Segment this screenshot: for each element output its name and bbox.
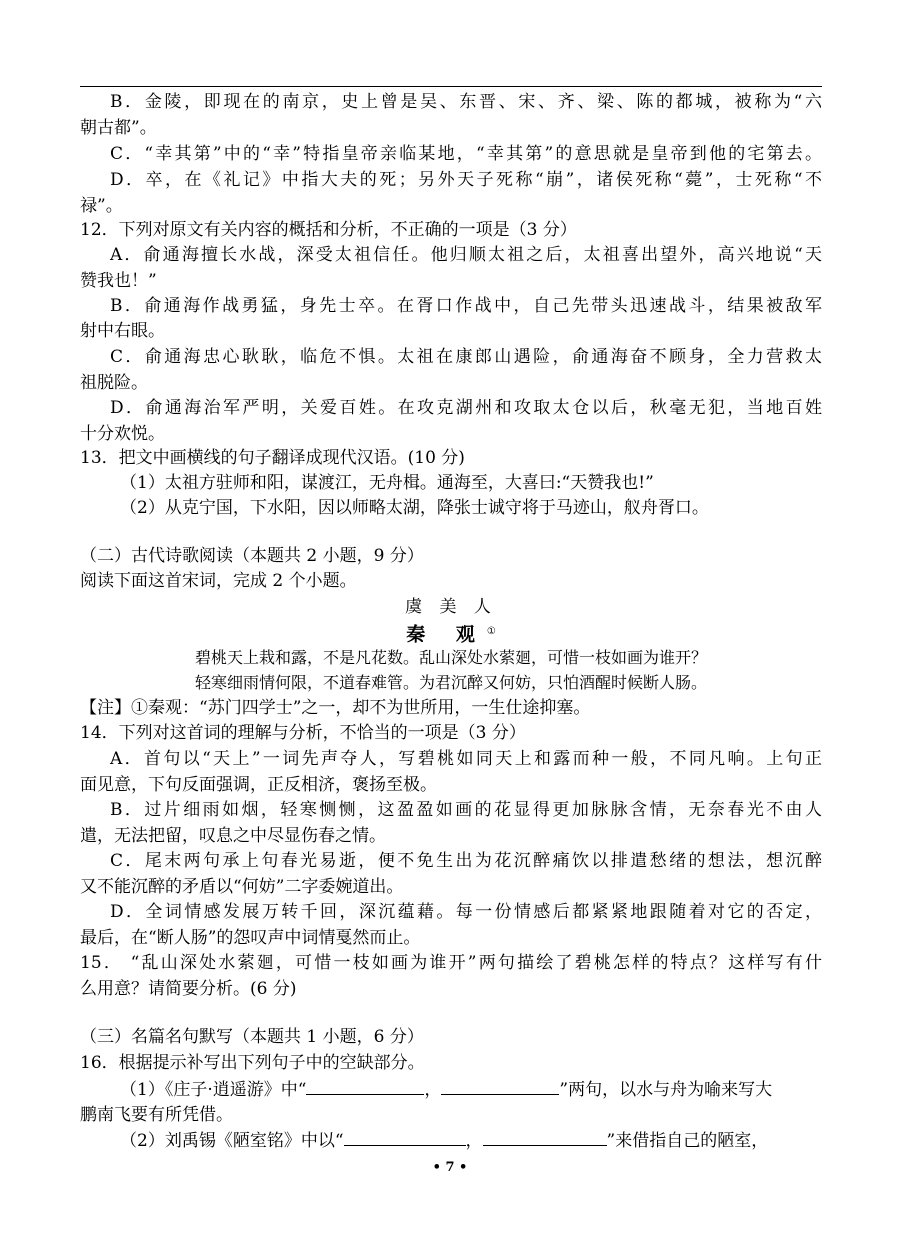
section3-heading: （三）名篇名句默写（本题共 1 小题，6 分） — [80, 1027, 424, 1047]
q11-option-d-line2: 禄”。 — [80, 196, 123, 216]
q16-item-2-prefix: （2）刘禹锡《陋室铭》中以“ — [120, 1131, 344, 1151]
q11-option-b-line2: 朝古都”。 — [80, 118, 157, 138]
q16-stem: 16．根据提示补写出下列句子中的空缺部分。 — [80, 1053, 425, 1073]
q12-option-b-line2: 射中右眼。 — [80, 321, 165, 341]
poem-title: 虞 美 人 — [405, 597, 497, 617]
q14-option-a-line1: A．首句以“天上”一词先声夺人，写碧桃如同天上和露而种一般，不同凡响。上句正 — [110, 749, 822, 769]
q16-item-1-prefix: （1）《庄子·逍遥游》中“ — [120, 1080, 307, 1100]
q14-option-d-line2: 最后，在“断人肠”的怨叹声中词情戛然而止。 — [80, 928, 421, 948]
q14-option-c-line1: C．尾末两句承上句春光易逝，便不免生出为花沉醉痛饮以排遣愁绪的想法，想沉醉 — [110, 851, 822, 871]
q12-option-d-line2: 十分欢悦。 — [80, 424, 165, 444]
poem-author-note-mark: ① — [486, 626, 496, 637]
q16-item-1-separator: ， — [424, 1080, 442, 1100]
q16-item-1-blank-1[interactable] — [306, 1076, 424, 1095]
q11-option-d-line1: D．卒，在《礼记》中指大夫的死；另外天子死称“崩”，诸侯死称“薨”，士死称“不 — [110, 170, 822, 190]
q12-option-d-line1: D．俞通海治军严明，关爱百姓。在攻克湖州和攻取太仓以后，秋毫无犯，当地百姓 — [110, 398, 822, 418]
q16-item-1-suffix: ”两句，以水与舟为喻来写大 — [559, 1080, 773, 1100]
q14-option-c-line2: 又不能沉醉的矛盾以“何妨”二字委婉道出。 — [80, 877, 404, 897]
q16-item-2-blank-2[interactable] — [483, 1127, 607, 1146]
q16-item-2 — [120, 1127, 822, 1154]
q15-line2: 么用意？请简要分析。(6 分) — [80, 979, 297, 999]
q12-option-c-line1: C．俞通海忠心耿耿，临危不惧。太祖在康郎山遇险，俞通海奋不顾身，全力营救太 — [110, 347, 822, 367]
q12-option-a-line1: A．俞通海擅长水战，深受太祖信任。他归顺太祖之后，太祖喜出望外，高兴地说“天 — [110, 245, 822, 265]
q16-item-2-suffix: ”来借指自己的陋室， — [606, 1131, 769, 1151]
q12-stem: 12．下列对原文有关内容的概括和分析，不正确的一项是（3 分） — [80, 220, 577, 240]
q13-item-1: （1）太祖方驻师和阳，谋渡江，无舟楫。通海至，大喜曰:“天赞我也!” — [120, 473, 654, 493]
q11-option-b-line1: B．金陵，即现在的南京，史上曾是吴、东晋、宋、齐、梁、陈的都城，被称为“六 — [110, 92, 822, 112]
q12-option-b-line1: B．俞通海作战勇猛，身先士卒。在胥口作战中，自己先带头迅速战斗，结果被敌军 — [110, 296, 822, 316]
q12-option-c-line2: 祖脱险。 — [80, 373, 148, 393]
section2-intro: 阅读下面这首宋词，完成 2 个小题。 — [80, 571, 357, 591]
q12-option-a-line2: 赞我也！” — [80, 271, 157, 291]
poem-note: 【注】①秦观：“苏门四学士”之一，却不为世所用，一生仕途抑塞。 — [80, 698, 591, 718]
q11-option-c: C．“幸其第”中的“幸”特指皇帝亲临某地，“幸其第”的意思就是皇帝到他的宅第去。 — [110, 144, 822, 164]
q13-item-2: （2）从克宁国，下水阳，因以师略太湖，降张士诚守将于马迹山，舣舟胥口。 — [120, 498, 709, 518]
q15-line1: 15． “乱山深处水萦廻，可惜一枝如画为谁开”两句描绘了碧桃怎样的特点？这样写有什 — [80, 953, 822, 973]
q16-item-2-blank-1[interactable] — [344, 1127, 466, 1146]
q14-stem: 14．下列对这首词的理解与分析，不恰当的一项是（3 分） — [80, 723, 526, 743]
poem-line-1: 碧桃天上栽和露，不是凡花数。乱山深处水萦廻，可惜一枝如画为谁开？ — [194, 648, 707, 667]
q14-option-d-line1: D．全词情感发展万转千回，深沉蕴藉。每一份情感后都紧紧地跟随着对它的否定， — [110, 902, 822, 922]
q16-item-1 — [120, 1076, 822, 1103]
q13-stem: 13．把文中画横线的句子翻译成现代汉语。(10 分) — [80, 448, 465, 468]
poem-line-2: 轻寒细雨情何限，不道春难管。为君沉醉又何妨，只怕酒醒时候断人肠。 — [194, 673, 707, 692]
q14-option-b-line2: 遣，无法把留，叹息之中尽显伤春之情。 — [80, 826, 386, 846]
header-rule — [80, 86, 822, 87]
q16-item-1-blank-2[interactable] — [441, 1076, 559, 1095]
q16-item-1-line2: 鹏南飞要有所凭借。 — [80, 1105, 233, 1125]
section2-heading: （二）古代诗歌阅读（本题共 2 小题，9 分） — [80, 546, 424, 566]
q16-item-2-separator: ， — [465, 1131, 483, 1151]
q14-option-a-line2: 面见意，下句反面强调，正反相济，褒扬至极。 — [80, 775, 437, 795]
page-number: • 7 • — [432, 1160, 468, 1175]
q14-option-b-line1: B．过片细雨如烟，轻寒恻恻，这盈盈如画的花显得更加脉脉含情，无奈春光不由人 — [110, 800, 822, 820]
poem-author: 秦 观 — [406, 623, 487, 646]
